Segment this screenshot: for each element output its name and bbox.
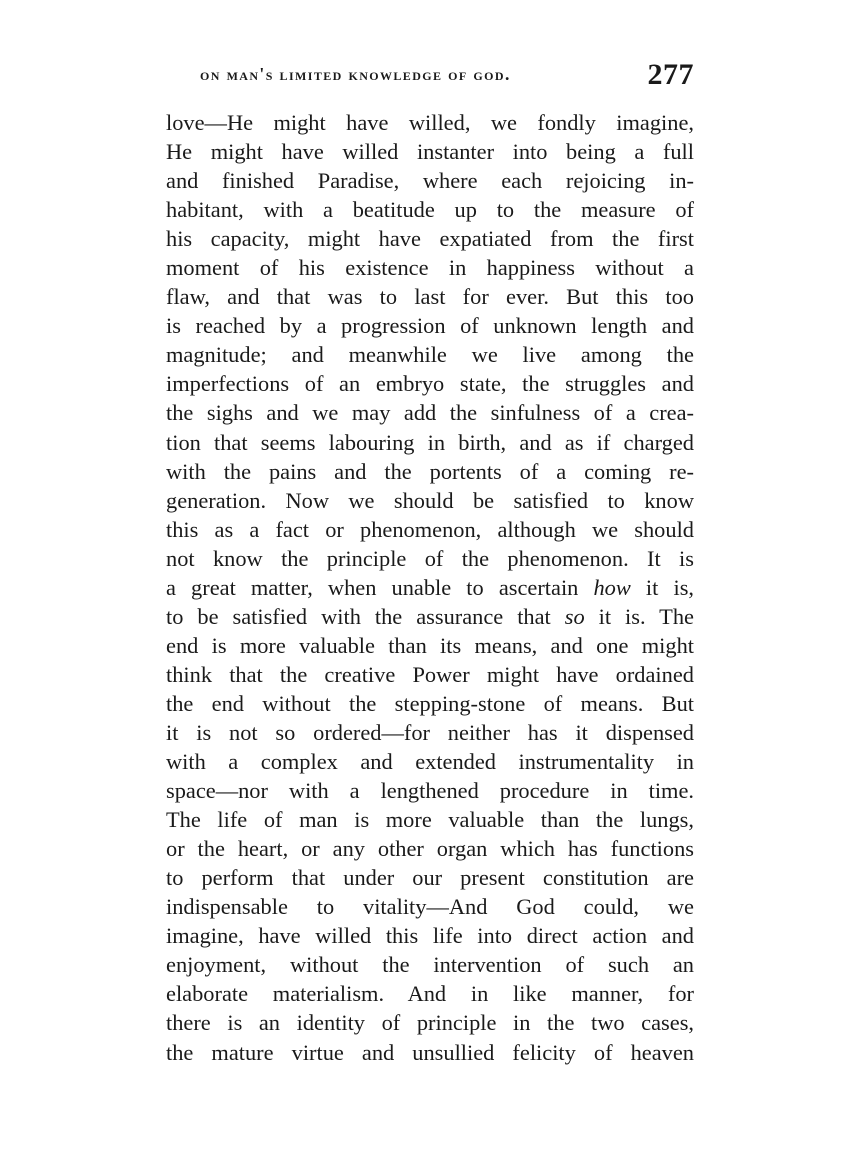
text-line: elaborate materialism. And in like manner, for bbox=[166, 981, 694, 1007]
running-title: on man's limited knowledge of god. bbox=[200, 64, 511, 84]
running-head bbox=[200, 60, 694, 92]
page-number: 277 bbox=[647, 58, 694, 91]
text-line: imperfections of an embryo state, the struggles and bbox=[166, 371, 694, 397]
text-line: this as a fact or phenomenon, although we should bbox=[166, 516, 694, 542]
text-line: moment of his existence in happiness without a bbox=[166, 255, 694, 281]
text-line: end is more valuable than its means, and one might bbox=[166, 632, 694, 658]
text-line: the mature virtue and unsullied felicity of heaven bbox=[166, 1039, 694, 1065]
emphasized-word: so bbox=[564, 603, 585, 629]
text-line: magnitude; and meanwhile we live among the bbox=[166, 342, 694, 368]
text-line: the sighs and we may add the sinfulness of a crea- bbox=[166, 400, 694, 426]
text-line: enjoyment, without the intervention of such an bbox=[166, 952, 694, 978]
text-line: He might have willed instanter into being a full bbox=[166, 139, 694, 165]
text-line: love—He might have willed, we fondly imagine, bbox=[166, 110, 694, 135]
text-line: or the heart, or any other organ which has functions bbox=[166, 836, 694, 862]
text-line: think that the creative Power might have ordained bbox=[166, 661, 694, 687]
text-line: to be satisfied with the assurance that so it is. The bbox=[166, 603, 694, 629]
text-line: flaw, and that was to last for ever. But this too bbox=[166, 284, 694, 310]
text-line: not know the principle of the phenomenon. It is bbox=[166, 545, 694, 571]
text-line: The life of man is more valuable than the lungs, bbox=[166, 807, 694, 833]
text-line: with the pains and the portents of a coming re- bbox=[166, 458, 694, 484]
text-line: generation. Now we should be satisfied to know bbox=[166, 487, 694, 513]
text-line: with a complex and extended instrumentality in bbox=[166, 749, 694, 775]
text-line: it is not so ordered—for neither has it dispensed bbox=[166, 719, 694, 745]
text-line: and finished Paradise, where each rejoicing in- bbox=[166, 168, 694, 194]
text-line: imagine, have willed this life into direct action and bbox=[166, 923, 694, 949]
body-text bbox=[166, 108, 694, 1067]
text-line: there is an identity of principle in the two cases, bbox=[166, 1010, 694, 1036]
text-line: habitant, with a beatitude up to the measure of bbox=[166, 197, 694, 223]
text-line: indispensable to vitality—And God could, we bbox=[166, 894, 694, 920]
text-line: his capacity, might have expatiated from the first bbox=[166, 226, 694, 252]
text-line: tion that seems labouring in birth, and as if charged bbox=[166, 429, 694, 455]
text-line: a great matter, when unable to ascertain how it is, bbox=[166, 574, 694, 600]
text-line: the end without the stepping-stone of means. But bbox=[166, 690, 694, 716]
text-line: to perform that under our present constitution are bbox=[166, 865, 694, 891]
emphasized-word: how bbox=[593, 574, 631, 600]
text-line: space—nor with a lengthened procedure in time. bbox=[166, 778, 694, 804]
text-line: is reached by a progression of unknown length and bbox=[166, 313, 694, 339]
